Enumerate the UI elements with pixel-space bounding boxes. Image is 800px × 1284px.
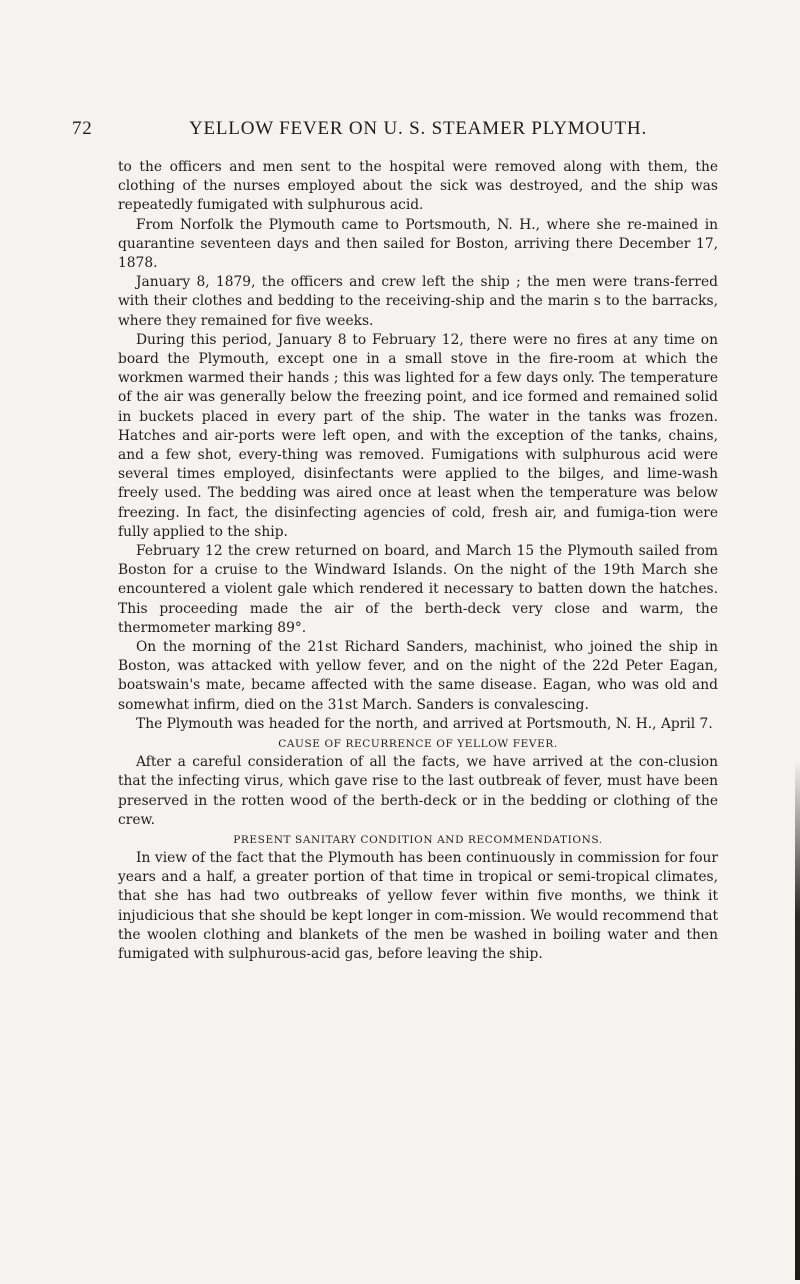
paragraph: to the officers and men sent to the hospital were removed along with them, the clothing of the nurses employed about the sick was destroyed, and the ship was repeatedly fumigated with sulphurous acid. — [118, 159, 718, 214]
paragraph: The Plymouth was headed for the north, and arrived at Portsmouth, N. H., April 7. — [136, 715, 713, 732]
page-number: 72 — [72, 118, 93, 139]
page-edge-shadow — [795, 760, 800, 1280]
paragraph: From Norfolk the Plymouth came to Portsmouth, N. H., where she re-mained in quarantine seventeen days and then sailed for Boston, arriving there December 17, 1878. — [118, 216, 718, 272]
running-head — [72, 118, 718, 140]
page-title: YELLOW FEVER ON U. S. STEAMER PLYMOUTH. — [188, 118, 648, 139]
paragraph: February 12 the crew returned on board, and March 15 the Plymouth sailed from Boston for a cruise to the Windward Islands. On the night of the 19th March she encountered a violent gale which rendered it necessary to batten down the hatches. This proceeding made the air of the berth-deck very close and warm, the thermometer marking 89°. — [118, 543, 718, 636]
paragraph: During this period, January 8 to February 12, there were no fires at any time on board the Plymouth, except one in a small stove in the fire-room at which the workmen warmed their hands ; this was lighted for a few days only. The temperature of the air was generally below the freezing point, and ice formed and remained solid in buckets placed in every part of the ship. The water in the tanks was frozen. Hatches and air-ports were left open, and with the exception of the tanks, chains, and a few shot, every-thing was removed. Fumigations with sulphurous acid were several times employed, disinfectants were applied to the bilges, and lime-wash freely used. The bedding was aired once at least when the temperature was below freezing. In fact, the disinfecting agencies of cold, fresh air, and fumiga-tion were fully applied to the ship. — [118, 331, 718, 540]
section-heading-cause: CAUSE OF RECURRENCE OF YELLOW FEVER. — [278, 738, 558, 751]
paragraph: After a careful consideration of all the facts, we have arrived at the con-clusion that the infecting virus, which gave rise to the last outbreak of fever, must have been preserved in the rotten wood of the berth-deck or in the bedding or clothing of the crew. — [118, 754, 718, 828]
paragraph: On the morning of the 21st Richard Sanders, machinist, who joined the ship in Boston, was attacked with yellow fever, and on the night of the 22d Peter Eagan, boatswain's mate, became affected with the same disease. Eagan, who was old and somewhat infirm, died on the 31st March. Sanders is convalescing. — [118, 639, 718, 713]
section-heading-recommendations: PRESENT SANITARY CONDITION AND RECOMMENDATIONS. — [233, 833, 603, 846]
paragraph: In view of the fact that the Plymouth has been continuously in commission for four years and a half, a greater portion of that time in tropical or semi-tropical climates, that she has had two outbreaks of yellow fever within five months, we think it injudicious that she should be kept longer in com-mission. We would recommend that the woolen clothing and blankets of the men be washed in boiling water and then fumigated with sulphurous-acid gas, before leaving the ship. — [118, 849, 718, 962]
paragraph: January 8, 1879, the officers and crew left the ship ; the men were trans-ferred with their clothes and bedding to the receiving-ship and the marin s to the barracks, where they remained for five weeks. — [118, 274, 718, 329]
page-body — [72, 118, 718, 964]
